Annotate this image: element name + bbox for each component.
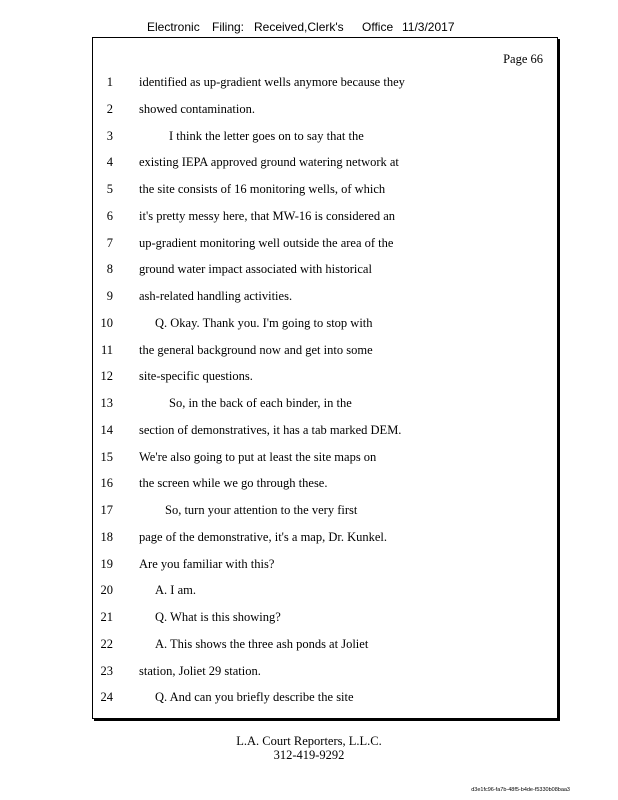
line-number: 9: [106, 289, 113, 303]
transcript-line: [93, 503, 557, 521]
transcript-line: [93, 343, 557, 361]
line-number: 16: [100, 476, 113, 491]
transcript-line: [93, 557, 557, 575]
line-number: 1: [106, 75, 113, 89]
line-number: 14: [100, 422, 113, 437]
transcript-line: [93, 209, 557, 227]
line-text: existing IEPA approved ground watering network at: [139, 155, 399, 170]
line-number: 15: [100, 449, 113, 464]
line-text: showed contamination.: [139, 101, 255, 116]
line-text: A. This shows the three ash ponds at Joliet: [155, 636, 369, 651]
transcript-line: [93, 396, 557, 414]
transcript-line: [93, 262, 557, 280]
line-text: page of the demonstrative, it's a map, Dr. Kunkel.: [139, 529, 388, 544]
transcript-line: [93, 450, 557, 468]
page-number: Page 66: [503, 52, 543, 66]
filing-electronic: Electronic: [147, 20, 200, 34]
line-text: So, in the back of each binder, in the: [169, 396, 352, 410]
line-number: 5: [106, 182, 113, 196]
line-text: it's pretty messy here, that MW-16 is considered an: [139, 208, 396, 223]
transcript-line: [93, 102, 557, 120]
line-number: 11: [100, 342, 113, 357]
line-number: 18: [100, 529, 113, 544]
line-number: 17: [100, 503, 113, 517]
line-text: So, turn your attention to the very first: [165, 503, 358, 517]
line-text: Q. And can you briefly describe the site: [155, 690, 354, 705]
line-text: section of demonstratives, it has a tab marked DEM.: [139, 422, 402, 437]
line-number: 12: [100, 369, 113, 384]
line-text: station, Joliet 29 station.: [139, 663, 261, 678]
transcript-line: [93, 236, 557, 254]
transcript-line: [93, 182, 557, 200]
line-number: 4: [106, 155, 113, 170]
footer-phone: 312-419-9292: [273, 748, 345, 762]
line-text: A. I am.: [155, 583, 196, 598]
transcript-line: [93, 155, 557, 173]
transcript-line: [93, 369, 557, 387]
line-text: the site consists of 16 monitoring wells, of which: [139, 182, 386, 196]
filing-stamp-header: [0, 20, 618, 36]
line-number: 6: [106, 208, 113, 223]
transcript-line: [93, 476, 557, 494]
transcript-line: [93, 637, 557, 655]
document-hash: d3e1fc96-fa7b-48f5-b4de-f5330b08baa3: [471, 787, 570, 793]
line-text: I think the letter goes on to say that the: [169, 128, 364, 143]
line-number: 19: [100, 556, 113, 571]
line-number: 24: [100, 690, 113, 705]
line-text: the general background now and get into some: [139, 342, 373, 357]
filing-label: Filing:: [212, 20, 245, 34]
line-text: up-gradient monitoring well outside the area of the: [139, 235, 394, 250]
line-number: 13: [100, 396, 113, 410]
line-text: ground water impact associated with historical: [139, 262, 372, 277]
line-number: 21: [100, 610, 113, 624]
transcript-line: [93, 530, 557, 548]
transcript-line: [93, 583, 557, 601]
transcript-line: [93, 610, 557, 628]
line-text: the screen while we go through these.: [139, 476, 328, 491]
footer-company: L.A. Court Reporters, L.L.C.: [236, 734, 382, 748]
line-number: 3: [106, 128, 113, 143]
transcript-line: [93, 75, 557, 93]
line-number: 10: [100, 315, 113, 330]
line-text: identified as up-gradient wells anymore because they: [139, 75, 405, 89]
transcript-line: [93, 316, 557, 334]
line-number: 22: [100, 636, 113, 651]
line-text: Q. What is this showing?: [155, 610, 281, 624]
filing-date: 11/3/2017: [402, 20, 455, 34]
transcript-page: [92, 37, 558, 719]
line-number: 2: [106, 101, 113, 116]
transcript-line: [93, 423, 557, 441]
transcript-line: [93, 664, 557, 682]
line-text: Q. Okay. Thank you. I'm going to stop with: [155, 315, 373, 330]
line-number: 20: [100, 583, 113, 598]
line-text: ash-related handling activities.: [139, 289, 293, 303]
line-text: We're also going to put at least the site maps on: [139, 449, 377, 464]
line-number: 7: [106, 235, 113, 250]
filing-received: Received,Clerk's: [254, 20, 344, 34]
filing-office: Office: [362, 20, 394, 34]
transcript-line: [93, 289, 557, 307]
line-text: Are you familiar with this?: [139, 556, 275, 571]
transcript-line: [93, 129, 557, 147]
line-text: site-specific questions.: [139, 369, 253, 384]
line-number: 8: [106, 262, 113, 277]
line-number: 23: [100, 663, 113, 678]
transcript-line: [93, 690, 557, 708]
